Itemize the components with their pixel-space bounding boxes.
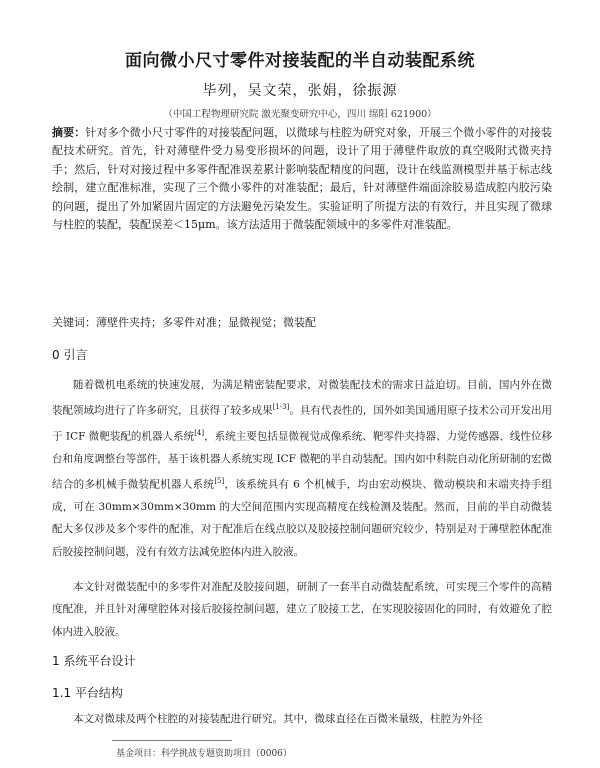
subsection-heading-structure: 1.1 平台结构 — [52, 686, 123, 700]
intro-text-c: ，系统主要包括显微视觉成像系统、靶零件夹持器、力觉传感器、线性位移台和角度调整台等部件，基于该机器人系统实现 ICF 微靶的半自动装配。国内如中科院自动化所研制的宏微结合的多机械手微装配机器人系统 — [52, 430, 552, 491]
abstract-text: 针对多个微小尺寸零件的对接装配问题，以微球与柱腔为研究对象，开展三个微小零件的对接装配技术研究。首先，针对薄壁件受力易变形损坏的问题，设计了用于薄壁件取放的真空吸附式微夹持手；然后，针对对接过程中多零件配准误差累计影响装配精度的问题，设计在线监测模型并基于标志线绘制，建立配准标准，实现了三个微小零件的对准装配；最后，针对薄壁件端面涂胶易造成腔内胶污染的问题，提出了外加紧固片固定的方法避免污染发生。实验证明了所提方法的有效行，并且实现了微球与柱腔的装配，装配误差＜15μm。该方法适用于微装配领域中的多零件对准装配。 — [52, 126, 552, 232]
section-heading-intro: 0 引言 — [52, 348, 88, 362]
citation-1-3: [1-3] — [272, 403, 290, 412]
keywords-text: 薄壁件夹持；多零件对准；显微视觉；微装配 — [96, 316, 316, 329]
author-list: 毕列，吴文荣，张娟，徐振源 — [202, 83, 398, 99]
keywords-label: 关键词： — [52, 316, 96, 329]
intro-paragraph-2: 本文针对微装配中的多零件对准配及胶接问题，研制了一套半自动微装配系统，可实现三个零件的高精度配准，并且针对薄壁腔体对接后胶接控制问题，建立了胶接工艺，在实现胶接固化的同时，有效避免了腔体内进入胶液。 — [52, 581, 552, 638]
section-heading-platform: 1 系统平台设计 — [52, 654, 136, 668]
structure-paragraph: 本文对微球及两个柱腔的对接装配进行研究。其中，微球直径在百微米量级，柱腔为外径 — [73, 713, 483, 725]
citation-5: [5] — [214, 477, 225, 486]
paper-title: 面向微小尺寸零件对接装配的半自动装配系统 — [125, 51, 475, 71]
footnote-rule — [112, 740, 232, 741]
intro-text-a: 随着微机电系统的快速发展，为满足精密装配要求，对微装配技术的需求日益迫切。目前，国内外在微装配领域均进行了许多研究，且获得了较多成果 — [52, 379, 552, 417]
abstract-block — [52, 124, 552, 234]
keywords-block — [52, 314, 552, 332]
affiliation: （中国工程物理研究院 激光聚变研究中心，四川 绵阳 621900） — [163, 109, 437, 120]
abstract-label: 摘要： — [52, 126, 86, 139]
intro-text-d: ，该系统具有 6 个机械手，均由宏动模块、微动模块和末端夹持手组成，可在 30mm×30mm×30mm 的大空间范围内实现高精度在线检测及装配。然而，目前的半自动微装配大多仅涉及多个零件的配准，对于配准后在线点胶以及胶接控制问题研究较少，特别是对于薄壁腔体配准后胶接控制问题，没有有效方法减免腔体内进入胶液。 — [52, 478, 553, 558]
intro-text-b: 。具有代表性的，国外如美国通用原子技术公司开发出用于 ICF 微靶装配的机器人系统 — [52, 404, 553, 443]
citation-4: [4] — [194, 429, 205, 438]
intro-paragraph-1 — [52, 374, 552, 563]
funding-footnote: 基金项目：科学挑战专题资助项目（0006） — [116, 749, 292, 759]
